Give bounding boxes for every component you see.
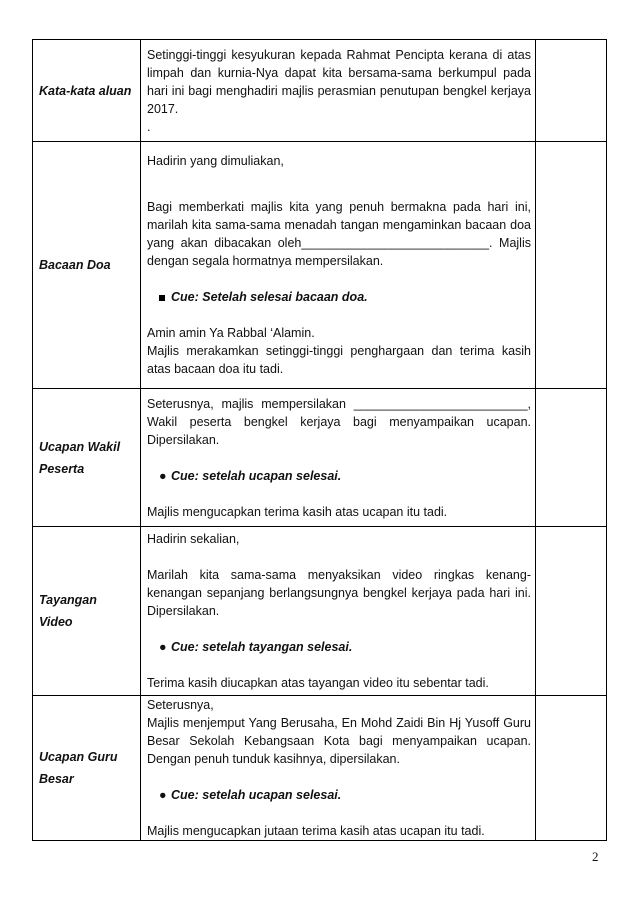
row-ucapan-wakil-peserta bbox=[33, 389, 607, 527]
notes-cell bbox=[536, 142, 607, 389]
paragraph: Terima kasih diucapkan atas tayangan video itu sebentar tadi. bbox=[147, 676, 489, 690]
paragraph: Seterusnya, majlis mempersilakan _________________________, Wakil peserta bengkel kerjaya bagi menyampaikan ucapan. Dipersilakan. bbox=[147, 396, 531, 447]
paragraph: Majlis mengucapkan terima kasih atas ucapan itu tadi. bbox=[147, 504, 448, 519]
paragraph: Bagi memberkati majlis kita yang penuh bermakna pada hari ini, marilah kita sama-sama menadah tangan mengaminkan bacaan doa yang akan dibacakan oleh___________________________. Majlis dengan segala hormatnya mempersilakan. bbox=[147, 200, 531, 268]
row-content bbox=[141, 40, 536, 142]
paragraph: Hadirin yang dimuliakan, bbox=[147, 154, 284, 168]
cue-line: ● Cue: setelah ucapan selesai. bbox=[159, 468, 342, 483]
notes-cell bbox=[536, 40, 607, 142]
row-content bbox=[141, 389, 536, 527]
bullet-icon: ● bbox=[159, 468, 167, 483]
row-label: Ucapan Wakil Peserta bbox=[33, 389, 141, 527]
row-content bbox=[141, 696, 536, 841]
paragraph: Setinggi-tinggi kesyukuran kepada Rahmat Pencipta kerana di atas limpah dan kurnia-Nya dapat kita bersama-sama berkumpul pada hari ini bagi menghadiri majlis perasmian penutupan bengkel kerjaya 2017. bbox=[147, 47, 531, 116]
bullet-icon: ● bbox=[159, 640, 167, 654]
paragraph: Marilah kita sama-sama menyaksikan video ringkas kenang-kenangan sepanjang berlangsungnya bengkel kerjaya pada hari ini. Dipersilakan. bbox=[147, 568, 531, 618]
row-kata-kata-aluan bbox=[33, 40, 607, 142]
row-label: Bacaan Doa bbox=[33, 142, 141, 389]
notes-cell bbox=[536, 389, 607, 527]
cue-line: ● Cue: setelah ucapan selesai. bbox=[159, 788, 342, 802]
bullet-icon: ● bbox=[159, 788, 167, 802]
notes-cell bbox=[536, 527, 607, 696]
paragraph: Majlis menjemput Yang Berusaha, En Mohd Zaidi Bin Hj Yusoff Guru Besar Sekolah Kebangsaan Kota bagi menyampaikan ucapan. Dengan penuh tunduk kasihnya, dipersilakan. bbox=[147, 716, 531, 766]
row-label: Tayangan Video bbox=[33, 527, 141, 696]
page-number: 2 bbox=[592, 849, 599, 864]
square-bullet-icon bbox=[159, 295, 165, 301]
paragraph: Seterusnya, bbox=[147, 698, 214, 712]
cue-line: Cue: Setelah selesai bacaan doa. bbox=[147, 288, 531, 306]
notes-cell bbox=[536, 696, 607, 841]
row-content bbox=[141, 142, 536, 389]
row-ucapan-guru-besar bbox=[33, 696, 607, 841]
row-label: Ucapan Guru Besar bbox=[33, 696, 141, 841]
paragraph: Majlis merakamkan setinggi-tinggi penghargaan dan terima kasih atas bacaan doa itu tadi. bbox=[147, 344, 531, 376]
row-bacaan-doa bbox=[33, 142, 607, 389]
row-content bbox=[141, 527, 536, 696]
paragraph: Majlis mengucapkan jutaan terima kasih atas ucapan itu tadi. bbox=[147, 824, 485, 838]
paragraph: Hadirin sekalian, bbox=[147, 532, 240, 546]
row-label: Kata-kata aluan bbox=[33, 40, 141, 142]
row-tayangan-video bbox=[33, 527, 607, 696]
paragraph: Amin amin Ya Rabbal ‘Alamin. bbox=[147, 326, 315, 340]
program-script-table bbox=[32, 39, 607, 841]
paragraph: . bbox=[147, 119, 151, 134]
cue-line: ● Cue: setelah tayangan selesai. bbox=[159, 640, 353, 654]
